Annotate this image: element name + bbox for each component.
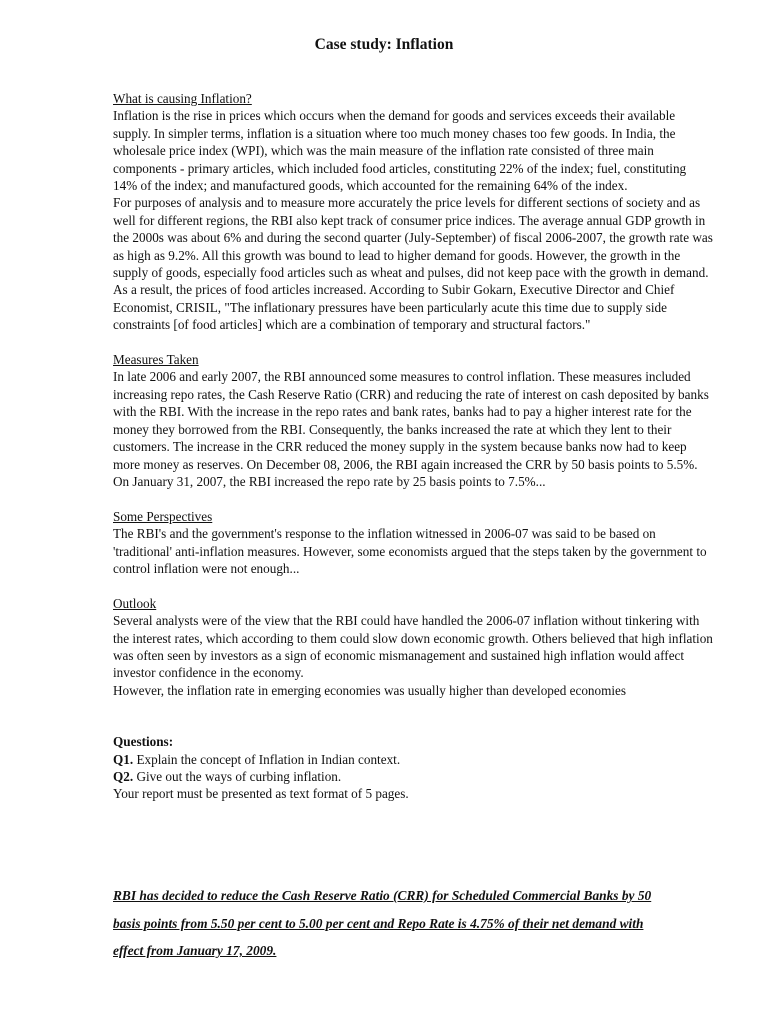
question-1-label: Q1. <box>113 751 134 767</box>
rbi-notice-line-3: effect from January 17, 2009. <box>113 943 277 958</box>
paragraph: The RBI's and the government's response to the inflation witnessed in 2006-07 was said to be based on 'traditional' anti-inflation measures. However, some economists argued that the steps taken by the government to control inflation were not enough... <box>113 526 707 576</box>
question-2 <box>113 768 713 785</box>
paragraph: Inflation is the rise in prices which occurs when the demand for goods and services exceeds their available supply. In simpler terms, inflation is a situation where too much money chases too few goods. In India, the wholesale price index (WPI), which was the main measure of the inflation rate consisted of three main components - primary articles, which included food articles, constituting 22% of the index; fuel, constituting 14% of the index; and manufactured goods, which accounted for the remaining 64% of the index. <box>113 108 687 194</box>
question-2-label: Q2. <box>113 768 134 784</box>
paragraph: In late 2006 and early 2007, the RBI announced some measures to control inflation. These measures included increasing repo rates, the Cash Reserve Ratio (CRR) and reducing the rate of interest on cash deposited by banks with the RBI. With the increase in the repo rates and bank rates, banks had to pay a higher interest rate for the money they borrowed from the RBI. Consequently, the banks increased the rate at which they lent to their customers. The increase in the CRR reduced the money supply in the system because banks now had to keep more money as reserves. On December 08, 2006, the RBI again increased the CRR by 50 basis points to 5.5%. On January 31, 2007, the RBI increased the repo rate by 25 basis points to 7.5%... <box>113 369 709 489</box>
document-body <box>113 90 713 803</box>
section-measures <box>113 351 713 490</box>
report-note: Your report must be presented as text format of 5 pages. <box>113 786 409 802</box>
document-title: Case study: Inflation <box>314 36 454 53</box>
question-2-text: Give out the ways of curbing inflation. <box>133 768 342 784</box>
section-heading-perspectives: Some Perspectives <box>113 508 213 524</box>
paragraph: However, the inflation rate in emerging economies was usually higher than developed economies <box>113 682 627 698</box>
rbi-notice-line-1: RBI has decided to reduce the Cash Reserve Ratio (CRR) for Scheduled Commercial Banks by 50 <box>113 888 652 903</box>
question-1-text: Explain the concept of Inflation in Indian context. <box>133 751 401 767</box>
section-perspectives <box>113 508 713 578</box>
section-causes <box>113 90 713 334</box>
section-outlook <box>113 595 713 699</box>
section-heading-causes: What is causing Inflation? <box>113 91 252 106</box>
questions-heading: Questions: <box>113 734 174 750</box>
section-heading-outlook: Outlook <box>113 595 157 611</box>
question-1 <box>113 751 713 768</box>
paragraph: For purposes of analysis and to measure more accurately the price levels for different sections of society and as well for different regions, the RBI also kept track of consumer price indices. The average annual GDP growth in the 2000s was about 6% and during the second quarter (July-September) of fiscal 2006-2007, the growth rate was as high as 9.2%. All this growth was bound to lead to higher demand for goods. However, the growth in the supply of goods, especially food articles such as wheat and pulses, did not keep pace with the growth in demand. As a result, the prices of food articles increased. According to Subir Gokarn, Executive Director and Chief Economist, CRISIL, "The inflationary pressures have been particularly acute this time due to supply side constraints [of food articles] which are a combination of temporary and structural factors." <box>113 195 713 333</box>
rbi-notice <box>113 882 723 965</box>
rbi-notice-line-2: basis points from 5.50 per cent to 5.00 per cent and Repo Rate is 4.75% of their net demand with <box>113 915 644 931</box>
section-heading-measures: Measures Taken <box>113 352 199 368</box>
paragraph: Several analysts were of the view that the RBI could have handled the 2006-07 inflation without tinkering with the interest rates, which according to them could slow down economic growth. Others believed that high inflation was often seen by investors as a sign of economic mismanagement and sustained high inflation would affect investor confidence in the economy. <box>113 613 713 681</box>
questions-block <box>113 733 713 803</box>
